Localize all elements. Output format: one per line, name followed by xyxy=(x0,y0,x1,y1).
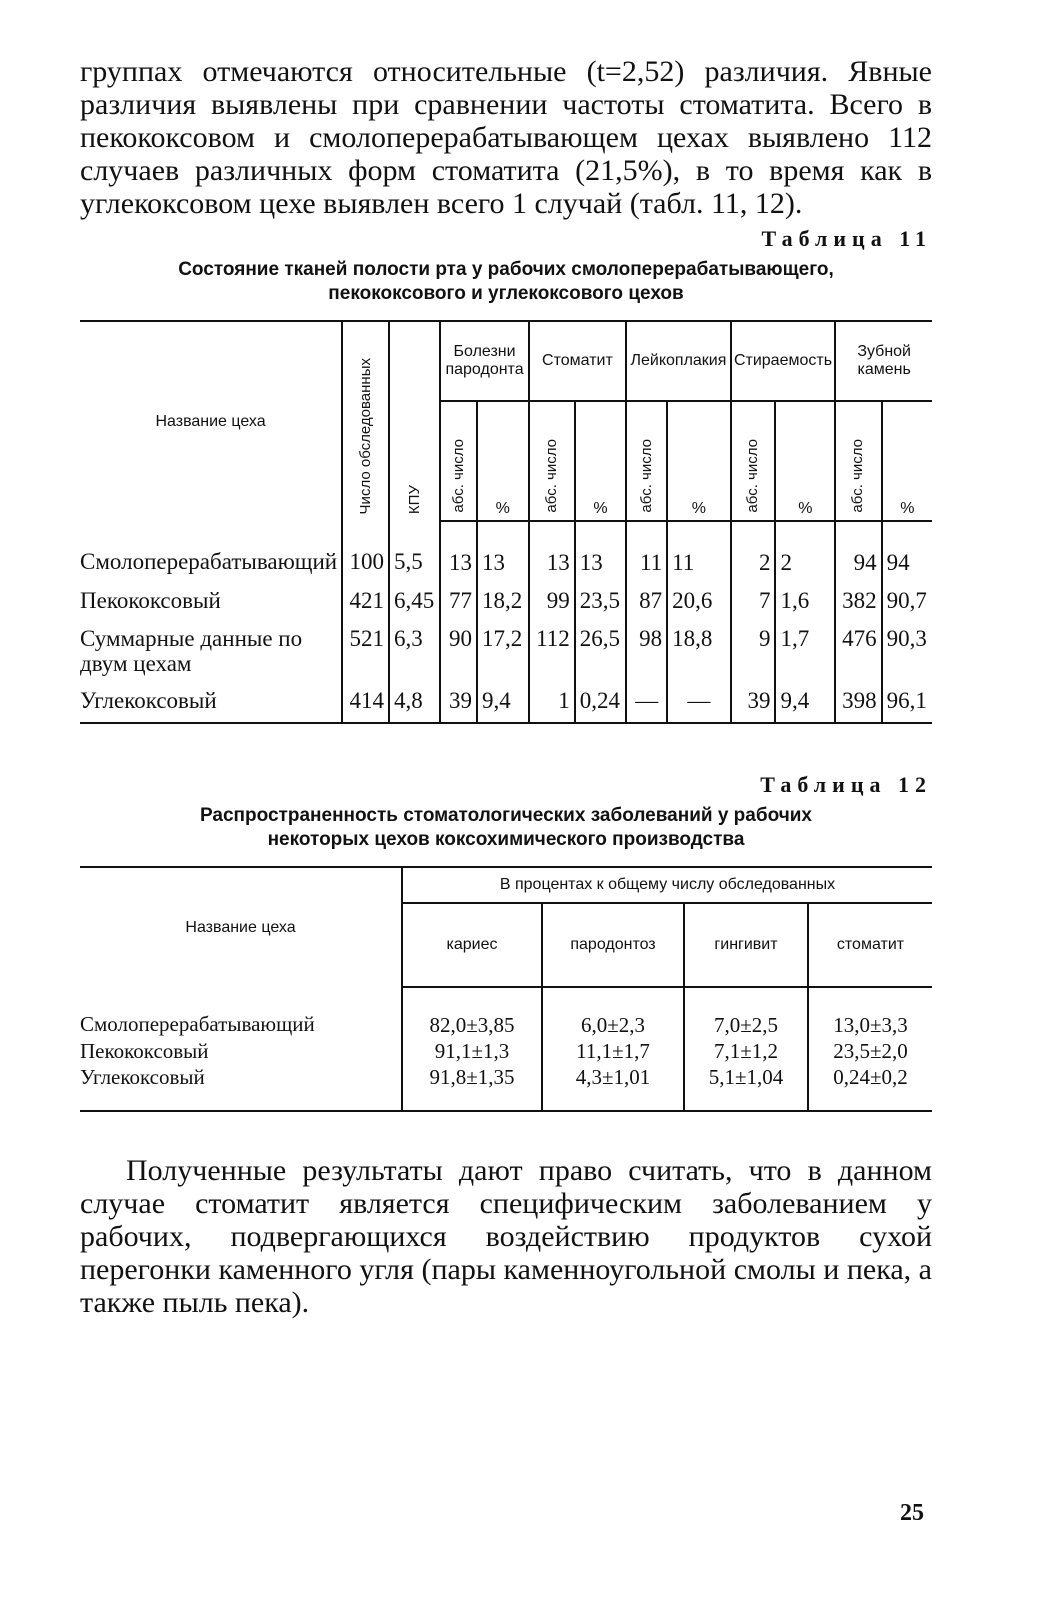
table12-cell: 0,24±0,2 xyxy=(808,1064,932,1111)
table12-title-line1: Распространенность стоматологических заболеваний у рабочих xyxy=(199,805,813,826)
table11-header-abs-text: абс. число xyxy=(744,439,762,513)
table11-header-abs-3 xyxy=(731,401,776,521)
table11-title xyxy=(80,258,932,306)
table11-cell: 382 xyxy=(835,584,881,622)
table11-header-abs-0 xyxy=(440,401,476,521)
table11-header-kpu xyxy=(389,321,440,521)
table11-header-pct-0 xyxy=(477,401,529,521)
table11-cell: 20,6 xyxy=(667,584,731,622)
table11-cell: 6,45 xyxy=(389,584,440,622)
table11-header-group-4: Зубной камень xyxy=(835,321,932,401)
table11-cell: 6,3 xyxy=(389,622,440,684)
table12-cell: 7,1±1,2 xyxy=(684,1038,808,1064)
table11-cell: 1 xyxy=(529,684,575,723)
table11-cell: 17,2 xyxy=(477,622,529,684)
table11-cell: 39 xyxy=(731,684,776,723)
table11-cell: 77 xyxy=(440,584,476,622)
table11-cell: 13 xyxy=(440,521,476,584)
table11-cell: 96,1 xyxy=(882,684,932,723)
table11-header-abs-2 xyxy=(626,401,667,521)
table-row xyxy=(80,1064,932,1111)
intro-paragraph xyxy=(80,55,932,220)
table11-cell: 2 xyxy=(731,521,776,584)
table11-cell: — xyxy=(626,684,667,723)
table11-header-group-0: Болезни пародонта xyxy=(440,321,528,401)
table11-cell: 11 xyxy=(626,521,667,584)
table-row xyxy=(80,684,932,723)
table11-cell: 39 xyxy=(440,684,476,723)
table11-cell: 11 xyxy=(667,521,731,584)
page-number: 25 xyxy=(900,1500,924,1526)
table11-header-name: Название цеха xyxy=(155,412,266,430)
table11-cell: 476 xyxy=(835,622,881,684)
table12-cell: 23,5±2,0 xyxy=(808,1038,932,1064)
table11-header-group-3: Стираемость xyxy=(731,321,836,401)
table12-cell: 11,1±1,7 xyxy=(542,1038,684,1064)
table11-row-name: Суммарные данные по двум цехам xyxy=(80,626,303,676)
table-row xyxy=(80,1038,932,1064)
table12-header-col-1: пародонтоз xyxy=(542,903,684,987)
table12-row-name: Смолоперерабатывающий xyxy=(80,1012,315,1036)
table11-cell: 13 xyxy=(575,521,626,584)
table11-header-pct-text: % xyxy=(900,500,915,517)
table12 xyxy=(80,866,932,1112)
table11-header-pct-4 xyxy=(882,401,932,521)
table11-title-line1: Состояние тканей полости рта у рабочих смолоперерабатывающего, xyxy=(178,259,834,280)
table11-cell: 1,6 xyxy=(775,584,835,622)
table11-cell: 90 xyxy=(440,622,476,684)
table12-cell: 7,0±2,5 xyxy=(684,987,808,1038)
table11-cell: 521 xyxy=(342,622,389,684)
table11-header-count xyxy=(342,321,389,521)
table12-cell: 82,0±3,85 xyxy=(402,987,542,1038)
table11 xyxy=(80,320,932,724)
table11-header-abs-text: абс. число xyxy=(542,439,560,513)
table12-header-col-0: кариес xyxy=(402,903,542,987)
table11-row-name: Углекоксовый xyxy=(80,688,217,713)
table12-row-name: Пекококсовый xyxy=(80,1039,209,1063)
table12-title xyxy=(80,804,932,852)
table12-header-col-2: гингивит xyxy=(684,903,808,987)
table11-cell: 0,24 xyxy=(575,684,626,723)
table11-cell: 94 xyxy=(835,521,881,584)
table11-header-pct-text: % xyxy=(495,500,510,517)
table12-header-col-3: стоматит xyxy=(808,903,932,987)
table11-cell: 7 xyxy=(731,584,776,622)
table11-header-group-2: Лейкоплакия xyxy=(626,321,730,401)
table11-header-abs-text: абс. число xyxy=(449,439,467,513)
intro-text: группах отмечаются относительные (t=2,52) различия. Явные различия выявлены при сравнении частоты стоматита. Всего в пекококсовом и смолоперерабатывающем цехах выявлено 112 случаев различных форм стоматита (21,5%), в то время как в углекоксовом цехе выявлен всего 1 случай (табл. 11, 12). xyxy=(80,55,932,220)
table12-title-line2: некоторых цехов коксохимического производства xyxy=(267,829,745,850)
table12-row-name: Углекоксовый xyxy=(80,1065,205,1089)
table11-cell: 398 xyxy=(835,684,881,723)
table11-cell: 13 xyxy=(477,521,529,584)
table11-label: Таблица 11 xyxy=(761,226,932,251)
table11-header-pct-1 xyxy=(575,401,626,521)
table11-header-abs-1 xyxy=(529,401,575,521)
table11-header-kpu-text: КПУ xyxy=(405,484,423,514)
table11-header-group-1: Стоматит xyxy=(529,321,627,401)
table11-cell: 13 xyxy=(529,521,575,584)
table11-cell: 5,5 xyxy=(389,521,440,584)
page xyxy=(80,55,932,1319)
table11-title-line2: пекококсового и углекоксового цехов xyxy=(328,283,684,304)
table11-header-count-text: Число обследованных xyxy=(356,357,374,514)
table12-cell: 6,0±2,3 xyxy=(542,987,684,1038)
table11-header-pct-text: % xyxy=(593,500,608,517)
table11-cell: — xyxy=(667,684,731,723)
table11-cell: 23,5 xyxy=(575,584,626,622)
table11-cell: 2 xyxy=(775,521,835,584)
table11-cell: 9,4 xyxy=(775,684,835,723)
table11-cell: 98 xyxy=(626,622,667,684)
table11-header-pct-text: % xyxy=(798,500,813,517)
table11-row-name: Пекококсовый xyxy=(80,588,221,613)
table11-cell: 90,3 xyxy=(882,622,932,684)
table-row xyxy=(80,622,932,684)
closing-paragraph xyxy=(80,1154,932,1319)
table12-cell: 5,1±1,04 xyxy=(684,1064,808,1111)
table11-cell: 87 xyxy=(626,584,667,622)
table11-cell: 112 xyxy=(529,622,575,684)
table12-header-name: Название цеха xyxy=(185,918,296,936)
table11-header-abs-text: абс. число xyxy=(637,439,655,513)
table11-cell: 1,7 xyxy=(775,622,835,684)
table-row xyxy=(80,987,932,1038)
table11-cell: 18,2 xyxy=(477,584,529,622)
table11-cell: 414 xyxy=(342,684,389,723)
table12-header-group: В процентах к общему числу обследованных xyxy=(402,867,932,903)
table12-cell: 91,8±1,35 xyxy=(402,1064,542,1111)
table11-cell: 99 xyxy=(529,584,575,622)
table12-cell: 13,0±3,3 xyxy=(808,987,932,1038)
table11-cell: 4,8 xyxy=(389,684,440,723)
table11-header-abs-4 xyxy=(835,401,881,521)
table12-cell: 91,1±1,3 xyxy=(402,1038,542,1064)
table-row xyxy=(80,584,932,622)
table-row xyxy=(80,521,932,584)
table11-cell: 26,5 xyxy=(575,622,626,684)
table11-cell: 9 xyxy=(731,622,776,684)
table11-cell: 100 xyxy=(342,521,389,584)
table12-cell: 4,3±1,01 xyxy=(542,1064,684,1111)
table11-row-name: Смолоперерабатывающий xyxy=(80,549,338,574)
table11-cell: 9,4 xyxy=(477,684,529,723)
table11-cell: 18,8 xyxy=(667,622,731,684)
closing-text: Полученные результаты дают право считать, что в данном случае стоматит является специфическим заболеванием у рабочих, подвергающихся воздействию продуктов сухой перегонки каменного угля (пары каменноугольной смолы и пека, а также пыль пека). xyxy=(80,1154,932,1319)
table11-cell: 94 xyxy=(882,521,932,584)
table11-header-abs-text: абс. число xyxy=(849,439,867,513)
table11-header-pct-2 xyxy=(667,401,731,521)
table11-header-pct-3 xyxy=(775,401,835,521)
table11-header-pct-text: % xyxy=(691,500,707,517)
table11-cell: 90,7 xyxy=(882,584,932,622)
table12-label: Таблица 12 xyxy=(760,772,932,797)
table11-cell: 421 xyxy=(342,584,389,622)
